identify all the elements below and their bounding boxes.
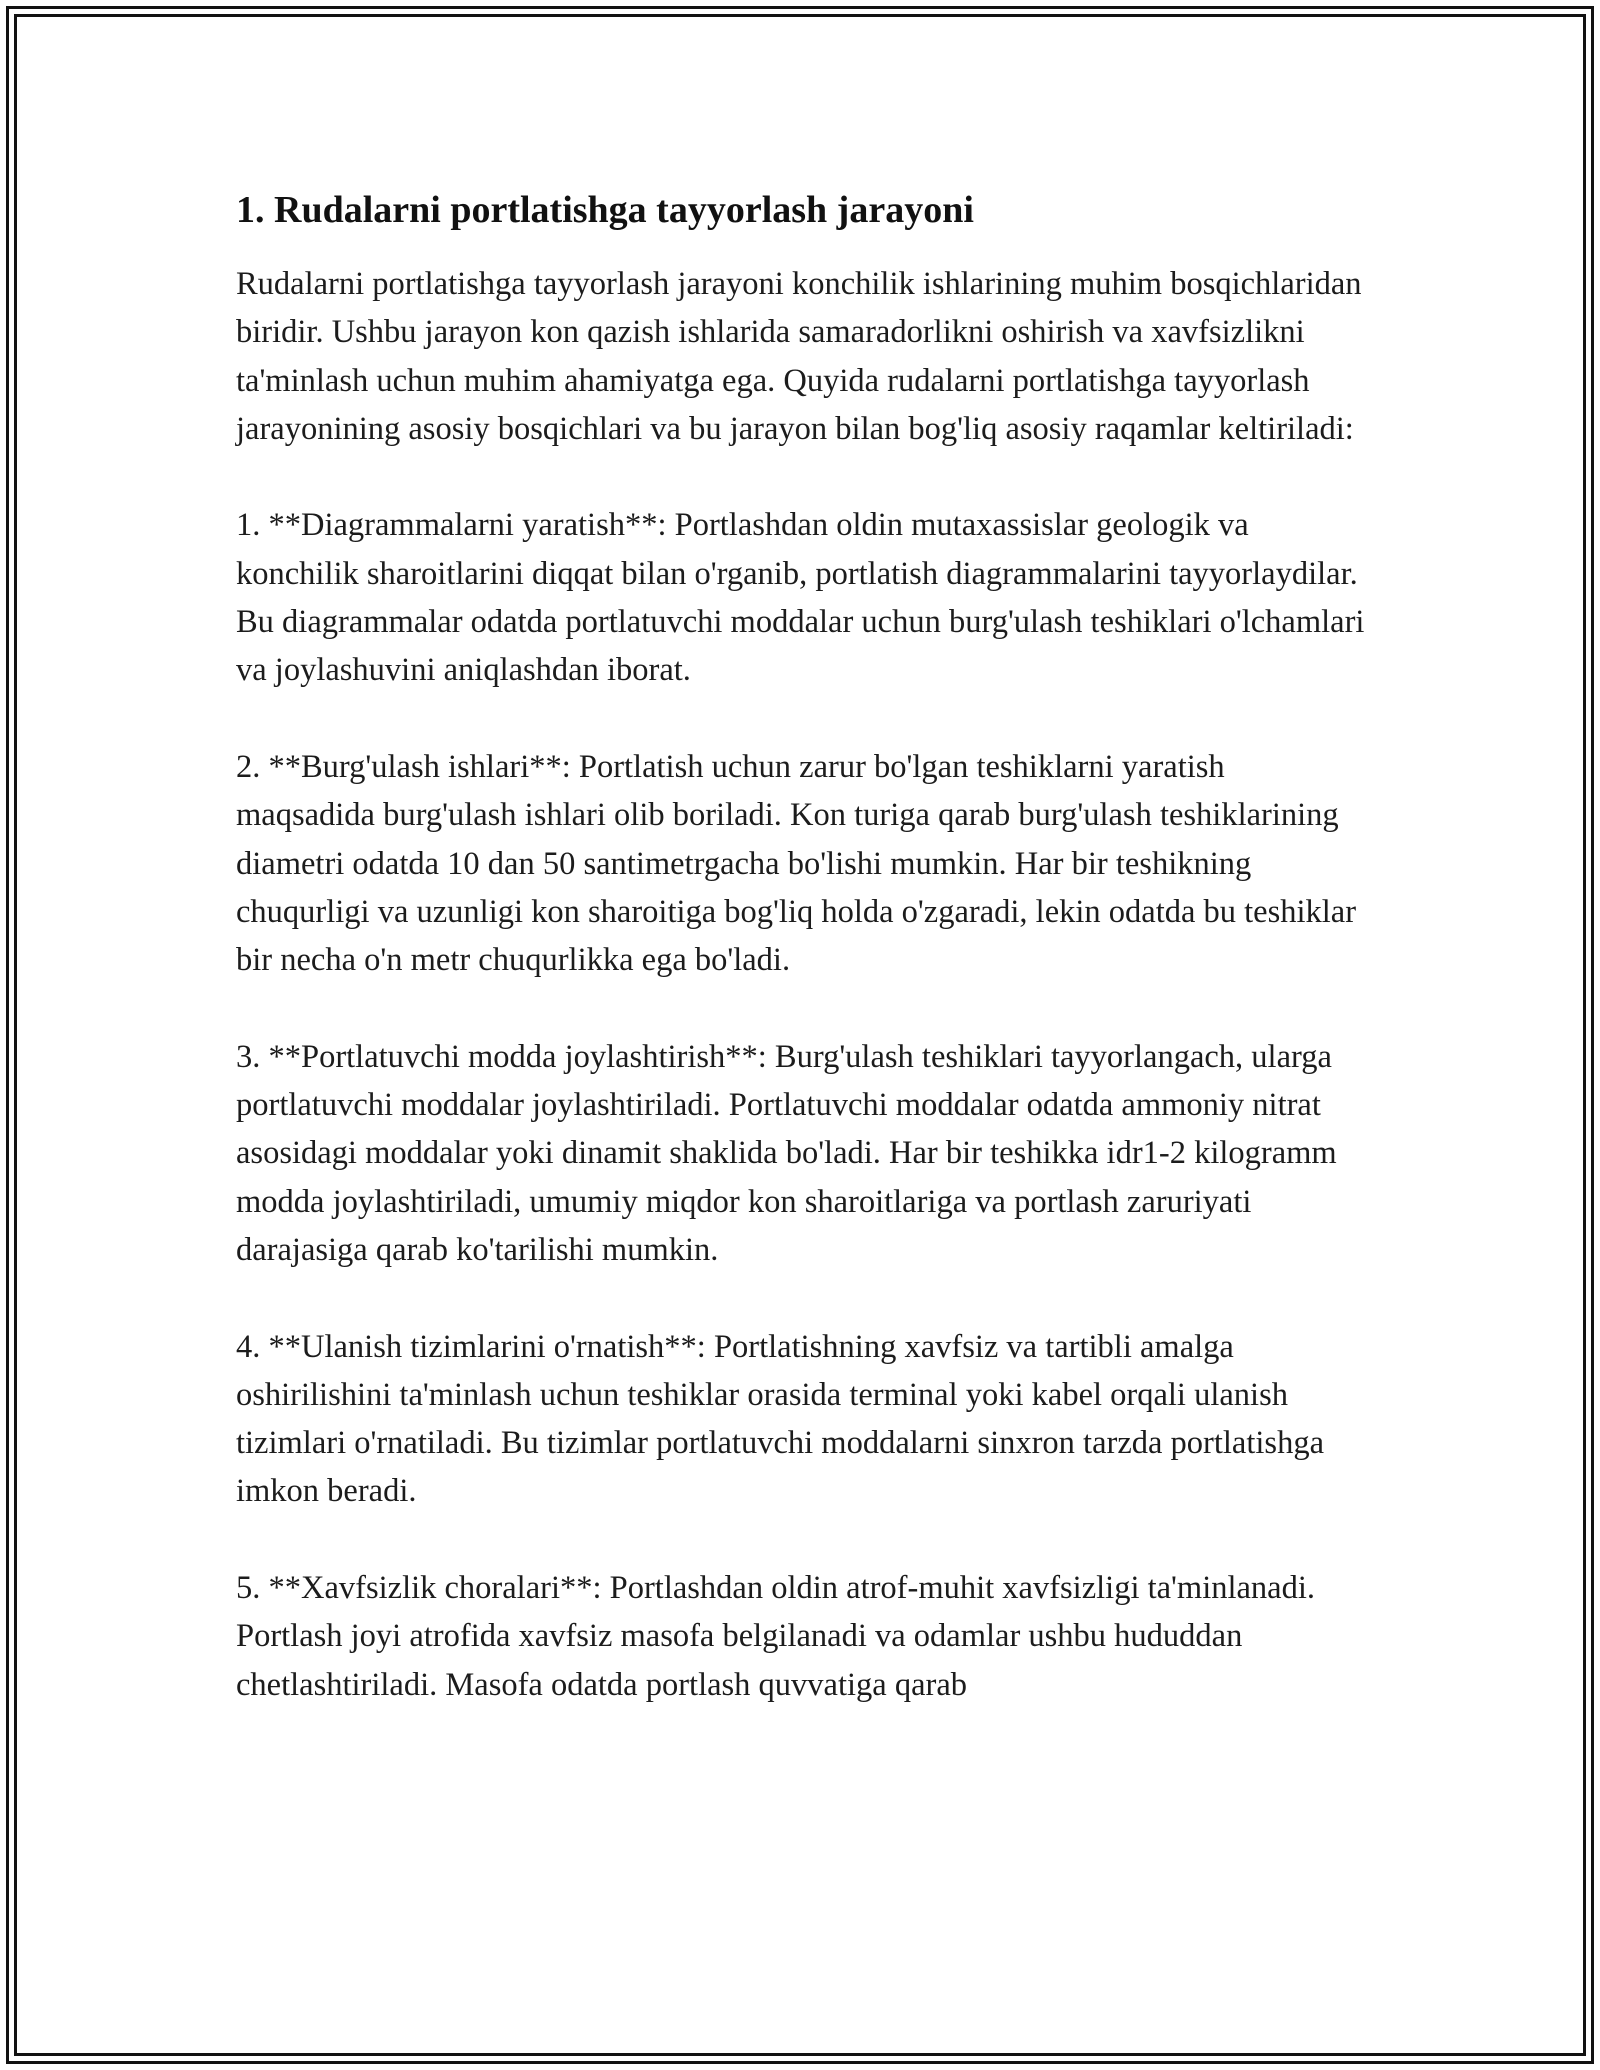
step-2-paragraph: 2. **Burg'ulash ishlari**: Portlatish uchun zarur bo'lgan teshiklarni yaratish maqsadida burg'ulash ishlari olib boriladi. Kon turiga qarab burg'ulash teshiklarining diametri odatda 10 dan 50 santimetrgacha bo'lishi mumkin. Har bir teshikning chuqurligi va uzunligi kon sharoitiga bog'liq holda o'zgaradi, lekin odatda bu teshiklar bir necha o'n metr chuqurlikka ega bo'ladi. bbox=[236, 748, 1357, 979]
document-body bbox=[236, 186, 1366, 1757]
step-1-paragraph: 1. **Diagrammalarni yaratish**: Portlashdan oldin mutaxassislar geologik va konchilik sharoitlarini diqqat bilan o'rganib, portlatish diagrammalarini tayyorlaydilar. Bu diagrammalar odatda portlatuvchi moddalar uchun burg'ulash teshiklari o'lchamlari va joylashuvini aniqlashdan iborat. bbox=[236, 507, 1365, 689]
intro-paragraph: Rudalarni portlatishga tayyorlash jarayoni konchilik ishlarining muhim bosqichlaridan biridir. Ushbu jarayon kon qazish ishlarida samaradorlikni oshirish va xavfsizlikni ta'minlash uchun muhim ahamiyatga ega. Quyida rudalarni portlatishga tayyorlash jarayonining asosiy bosqichlari va bu jarayon bilan bog'liq asosiy raqamlar keltiriladi: bbox=[236, 266, 1362, 447]
step-4-paragraph: 4. **Ulanish tizimlarini o'rnatish**: Portlatishning xavfsiz va tartibli amalga oshirilishini ta'minlash uchun teshiklar orasida terminal yoki kabel orqali ulanish tizimlari o'rnatiladi. Bu tizimlar portlatuvchi moddalarni sinxron tarzda portlatishga imkon beradi. bbox=[236, 1328, 1324, 1510]
section-title: 1. Rudalarni portlatishga tayyorlash jarayoni bbox=[236, 189, 974, 231]
step-5-paragraph: 5. **Xavfsizlik choralari**: Portlashdan oldin atrof-muhit xavfsizligi ta'minlanadi. Portlash joyi atrofida xavfsiz masofa belgilanadi va odamlar ushbu hududdan chetlashtiriladi. Masofa odatda portlash quvvatiga qarab bbox=[236, 1570, 1316, 1703]
step-3-paragraph: 3. **Portlatuvchi modda joylashtirish**: Burg'ulash teshiklari tayyorlangach, ularga portlatuvchi moddalar joylashtiriladi. Portlatuvchi moddalar odatda ammoniy nitrat asosidagi moddalar yoki dinamit shaklida bo'ladi. Har bir teshikka idr1-2 kilogramm modda joylashtiriladi, umumiy miqdor kon sharoitlariga va portlash zaruriyati darajasiga qarab ko'tarilishi mumkin. bbox=[236, 1038, 1337, 1268]
